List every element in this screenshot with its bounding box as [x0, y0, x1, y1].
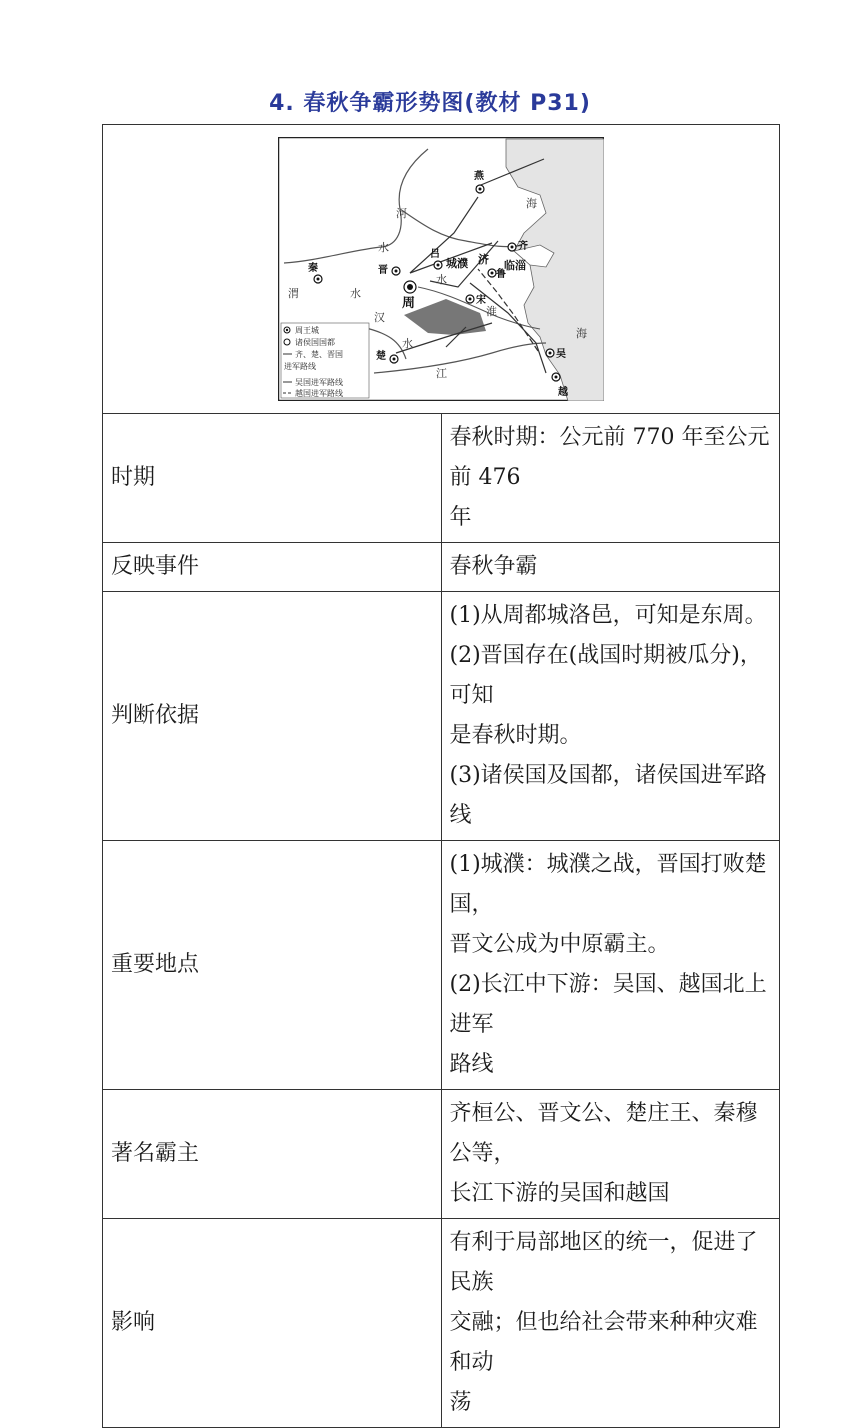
table-row — [103, 592, 780, 841]
label-zhou: 周 — [402, 296, 416, 311]
legend-item-3: 进军路线 — [284, 362, 316, 371]
label-hai2: 海 — [576, 327, 587, 340]
label-wei: 渭 — [288, 287, 299, 300]
legend-item-4: 吴国进军路线 — [295, 378, 343, 387]
label-jin: 晋 — [378, 265, 388, 276]
label-qi: 齐 — [518, 241, 528, 252]
page-title: 4. 春秋争霸形势图(教材 P31) — [269, 91, 591, 116]
label-lv: 吕 — [430, 249, 440, 260]
map-cell — [103, 125, 780, 414]
legend-item-0: 周王城 — [295, 326, 319, 335]
label-shui2: 水 — [350, 287, 361, 300]
label-han: 汉 — [374, 311, 385, 324]
label-yan: 燕 — [474, 171, 484, 182]
row-content: (1)从周都城洛邑，可知是东周。 (2)晋国存在(战国时期被瓜分)，可知 是春秋时期。 (3)诸侯国及国都，诸侯国进军路线 — [441, 592, 780, 841]
label-hai1: 海 — [526, 197, 537, 210]
row-content: 有利于局部地区的统一，促进了民族 交融；但也给社会带来种种灾难和动 荡 — [441, 1219, 780, 1428]
table-row — [103, 1090, 780, 1219]
table-row — [103, 414, 780, 543]
label-jiang: 江 — [436, 367, 447, 380]
table-row — [103, 543, 780, 592]
row-label: 重要地点 — [103, 841, 442, 1090]
table-row — [103, 841, 780, 1090]
row-label: 反映事件 — [103, 543, 442, 592]
table-row — [103, 1219, 780, 1428]
label-qin: 秦 — [308, 263, 318, 274]
row-label: 判断依据 — [103, 592, 442, 841]
label-huai: 淮 — [486, 305, 497, 318]
legend-item-2: 齐、楚、晋国 — [295, 350, 343, 359]
summary-table — [102, 124, 780, 1428]
row-label: 著名霸主 — [103, 1090, 442, 1219]
label-shui3: 水 — [436, 273, 447, 286]
legend-item-5: 越国进军路线 — [295, 389, 343, 398]
label-wu: 吴 — [556, 349, 566, 360]
map-legend — [281, 323, 369, 398]
row-content: 春秋时期：公元前 770 年至公元前 476 年 — [441, 414, 780, 543]
row-label: 影响 — [103, 1219, 442, 1428]
row-label: 时期 — [103, 414, 442, 543]
label-linzi: 临淄 — [504, 259, 526, 272]
map-row — [103, 125, 780, 414]
row-content: 春秋争霸 — [441, 543, 780, 592]
label-he: 河 — [396, 207, 407, 220]
legend-item-1: 诸侯国国都 — [295, 338, 335, 347]
label-chengpu: 城濮 — [446, 257, 468, 270]
label-shui1: 水 — [378, 241, 389, 254]
label-chu: 楚 — [376, 351, 386, 362]
label-ji: 济 — [478, 253, 489, 266]
label-song: 宋 — [476, 295, 486, 306]
label-shui4: 水 — [402, 337, 413, 350]
spring-autumn-map — [278, 137, 604, 401]
row-content: (1)城濮：城濮之战，晋国打败楚国， 晋文公成为中原霸主。 (2)长江中下游：吴国、越国北上进军 路线 — [441, 841, 780, 1090]
row-content: 齐桓公、晋文公、楚庄王、秦穆公等， 长江下游的吴国和越国 — [441, 1090, 780, 1219]
label-yue: 越 — [558, 387, 568, 398]
label-lu: 鲁 — [496, 269, 506, 280]
